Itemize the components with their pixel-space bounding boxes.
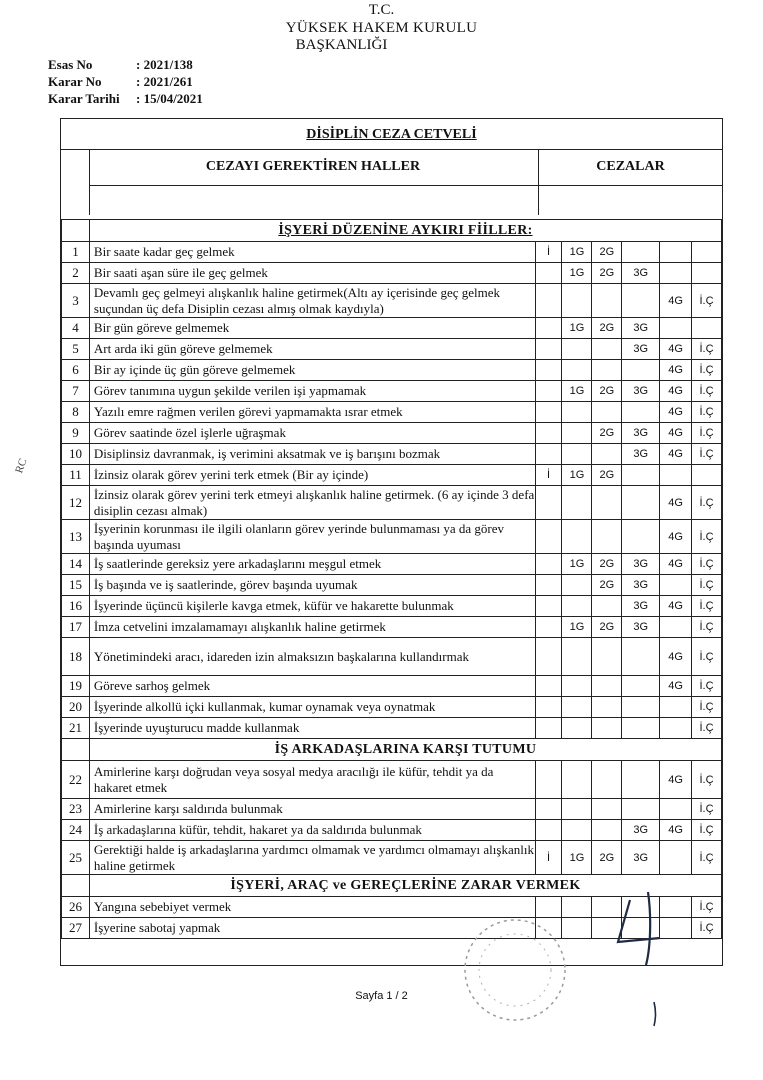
penalty-cell — [622, 465, 660, 486]
penalty-cell: İ.Ç — [692, 596, 722, 617]
offense-description: İşyerine sabotaj yapmak — [89, 918, 535, 939]
penalty-row — [62, 242, 722, 263]
row-number: 22 — [62, 761, 90, 799]
penalty-cell — [660, 318, 692, 339]
penalty-cell: 1G — [562, 263, 592, 284]
penalty-row — [62, 284, 722, 318]
penalty-cell — [622, 520, 660, 554]
penalty-cell: 1G — [562, 465, 592, 486]
penalty-cell: İ.Ç — [692, 284, 722, 318]
penalty-row — [62, 554, 722, 575]
penalty-cell: 4G — [660, 820, 692, 841]
offense-description: İzinsiz olarak görev yerini terk etmeyi alışkanlık haline getirmek. (6 ay içinde 3 defa disiplin cezası almak) — [89, 486, 535, 520]
header-tc: T.C. — [368, 2, 395, 18]
sheet-title: DİSİPLİN CEZA CETVELİ — [306, 127, 477, 142]
penalty-cell — [535, 423, 562, 444]
margin-note: RC — [13, 457, 30, 475]
penalty-cell — [535, 263, 562, 284]
offense-description: Art arda iki gün göreve gelmemek — [89, 339, 535, 360]
penalty-cell — [562, 761, 592, 799]
stamp-mark — [455, 910, 575, 1030]
penalty-cell: 2G — [592, 318, 622, 339]
penalty-cell: 3G — [622, 423, 660, 444]
penalty-cell: İ.Ç — [692, 423, 722, 444]
penalty-cell — [622, 697, 660, 718]
penalty-row — [62, 444, 722, 465]
penalty-cell — [660, 718, 692, 739]
penalty-row — [62, 799, 722, 820]
penalty-cell — [535, 575, 562, 596]
offense-description: İşyerinin korunması ile ilgili olanların görev yerinde bulunmaması ya da görev başında uyuması — [89, 520, 535, 554]
penalty-cell — [535, 799, 562, 820]
offense-description: İzinsiz olarak görev yerini terk etmek (Bir ay içinde) — [89, 465, 535, 486]
row-number: 13 — [62, 520, 90, 554]
row-number: 19 — [62, 676, 90, 697]
penalty-cell — [535, 617, 562, 638]
offense-description: İmza cetvelini imzalamamayı alışkanlık haline getirmek — [89, 617, 535, 638]
penalty-cell — [592, 638, 622, 676]
penalty-row — [62, 381, 722, 402]
penalty-cell: İ — [535, 465, 562, 486]
penalty-cell — [660, 617, 692, 638]
penalty-cell: İ.Ç — [692, 761, 722, 799]
penalty-cell: İ.Ç — [692, 718, 722, 739]
penalty-cell — [622, 242, 660, 263]
penalty-cell — [535, 820, 562, 841]
offense-description: Görev tanımına uygun şekilde verilen işi yapmamak — [89, 381, 535, 402]
penalty-cell: İ.Ç — [692, 520, 722, 554]
penalty-cell: İ.Ç — [692, 360, 722, 381]
penalty-cell: 2G — [592, 465, 622, 486]
penalty-cell — [660, 575, 692, 596]
row-number: 25 — [62, 841, 90, 875]
row-number: 9 — [62, 423, 90, 444]
penalty-cell: 4G — [660, 596, 692, 617]
penalty-cell — [562, 799, 592, 820]
meta-karar-tarihi: Karar Tarihi : 15/04/2021 — [48, 91, 203, 106]
penalty-cell: 3G — [622, 339, 660, 360]
penalty-row — [62, 465, 722, 486]
penalty-cell — [562, 360, 592, 381]
penalty-cell: 2G — [592, 423, 622, 444]
penalty-row — [62, 423, 722, 444]
row-number: 11 — [62, 465, 90, 486]
penalty-cell — [660, 799, 692, 820]
penalty-cell: 3G — [622, 820, 660, 841]
penalty-cell: İ.Ç — [692, 638, 722, 676]
penalty-cell — [660, 263, 692, 284]
penalty-cell: 4G — [660, 360, 692, 381]
penalty-cell: 1G — [562, 318, 592, 339]
penalty-cell — [692, 242, 722, 263]
row-number: 6 — [62, 360, 90, 381]
penalty-cell — [535, 520, 562, 554]
penalty-row — [62, 820, 722, 841]
penalty-cell — [622, 360, 660, 381]
penalty-cell — [535, 761, 562, 799]
row-number: 7 — [62, 381, 90, 402]
penalty-cell: 3G — [622, 617, 660, 638]
penalty-cell: 1G — [562, 841, 592, 875]
penalty-row — [62, 718, 722, 739]
row-number: 15 — [62, 575, 90, 596]
penalty-cell: 4G — [660, 284, 692, 318]
penalty-cell: İ.Ç — [692, 486, 722, 520]
column-header-cases: CEZAYI GEREKTİREN HALLER — [205, 159, 421, 174]
pen-stroke — [648, 1000, 660, 1028]
penalty-cell — [592, 284, 622, 318]
penalty-cell — [535, 554, 562, 575]
column-header-penalties: CEZALAR — [596, 159, 665, 174]
penalty-cell — [592, 761, 622, 799]
penalty-cell: 3G — [622, 444, 660, 465]
penalty-cell: İ.Ç — [692, 554, 722, 575]
penalty-table — [61, 219, 722, 939]
penalty-cell — [562, 423, 592, 444]
penalty-row — [62, 575, 722, 596]
penalty-cell — [622, 676, 660, 697]
penalty-cell — [535, 318, 562, 339]
penalty-row — [62, 761, 722, 799]
penalty-cell — [562, 638, 592, 676]
row-number: 14 — [62, 554, 90, 575]
penalty-cell: İ.Ç — [692, 575, 722, 596]
penalty-cell: 4G — [660, 423, 692, 444]
penalty-cell: İ.Ç — [692, 676, 722, 697]
penalty-cell: İ.Ç — [692, 918, 722, 939]
offense-description: Görev saatinde özel işlerle uğraşmak — [89, 423, 535, 444]
offense-description: İş saatlerinde gereksiz yere arkadaşlarını meşgul etmek — [89, 554, 535, 575]
offense-description: İşyerinde uyuşturucu madde kullanmak — [89, 718, 535, 739]
penalty-cell — [622, 486, 660, 520]
penalty-cell: 4G — [660, 444, 692, 465]
penalty-cell: 3G — [622, 596, 660, 617]
section-header — [62, 739, 722, 761]
signature-mark — [600, 880, 690, 970]
penalty-cell — [535, 638, 562, 676]
penalty-cell — [535, 360, 562, 381]
offense-description: İş arkadaşlarına küfür, tehdit, hakaret ya da saldırıda bulunmak — [89, 820, 535, 841]
penalty-row — [62, 360, 722, 381]
penalty-row — [62, 638, 722, 676]
offense-description: Yangına sebebiyet vermek — [89, 897, 535, 918]
offense-description: Bir gün göreve gelmemek — [89, 318, 535, 339]
penalty-cell: 4G — [660, 761, 692, 799]
row-number: 21 — [62, 718, 90, 739]
penalty-cell — [660, 841, 692, 875]
penalty-cell: 3G — [622, 554, 660, 575]
row-number: 8 — [62, 402, 90, 423]
penalty-row — [62, 697, 722, 718]
penalty-cell: 4G — [660, 554, 692, 575]
offense-description: Yönetimindeki aracı, idareden izin almaksızın başkalarına kullandırmak — [89, 638, 535, 676]
penalty-row — [62, 339, 722, 360]
penalty-row — [62, 676, 722, 697]
penalty-cell — [692, 318, 722, 339]
penalty-cell: 2G — [592, 617, 622, 638]
penalty-cell: 4G — [660, 638, 692, 676]
offense-description: İş başında ve iş saatlerinde, görev başında uyumak — [89, 575, 535, 596]
meta-esas: Esas No : 2021/138 — [48, 57, 193, 72]
penalty-cell — [660, 697, 692, 718]
penalty-cell — [660, 465, 692, 486]
offense-description: Amirlerine karşı doğrudan veya sosyal medya aracılığı ile küfür, tehdit ya da hakaret etmek — [89, 761, 535, 799]
penalty-cell — [622, 718, 660, 739]
offense-description: İşyerinde alkollü içki kullanmak, kumar oynamak veya oynatmak — [89, 697, 535, 718]
penalty-row — [62, 841, 722, 875]
penalty-cell — [562, 444, 592, 465]
penalty-cell — [535, 339, 562, 360]
penalty-cell — [592, 676, 622, 697]
page-number: Sayfa 1 / 2 — [355, 990, 408, 1002]
penalty-cell — [562, 486, 592, 520]
penalty-cell: İ.Ç — [692, 697, 722, 718]
penalty-cell — [592, 820, 622, 841]
penalty-cell — [535, 486, 562, 520]
penalty-cell: 4G — [660, 486, 692, 520]
penalty-cell — [535, 596, 562, 617]
penalty-cell: 2G — [592, 575, 622, 596]
row-number: 10 — [62, 444, 90, 465]
offense-description: Amirlerine karşı saldırıda bulunmak — [89, 799, 535, 820]
penalty-cell — [592, 486, 622, 520]
penalty-cell: 2G — [592, 242, 622, 263]
penalty-cell: 2G — [592, 381, 622, 402]
penalty-cell — [592, 520, 622, 554]
offense-description: Gerektiği halde iş arkadaşlarına yardımcı olmamak ve yardımcı olmamayı alışkanlık haline getirmek — [89, 841, 535, 875]
penalty-cell: 1G — [562, 554, 592, 575]
penalty-cell — [535, 676, 562, 697]
penalty-cell: 4G — [660, 520, 692, 554]
row-number: 27 — [62, 918, 90, 939]
penalty-cell — [592, 360, 622, 381]
penalty-cell: 4G — [660, 339, 692, 360]
meta-karar: Karar No : 2021/261 — [48, 74, 193, 89]
header-institution: YÜKSEK HAKEM KURULU — [285, 20, 478, 36]
penalty-sheet — [60, 118, 723, 966]
offense-description: Disiplinsiz davranmak, iş verimini aksatmak ve iş barışını bozmak — [89, 444, 535, 465]
row-number: 3 — [62, 284, 90, 318]
penalty-cell — [660, 242, 692, 263]
penalty-cell: İ.Ç — [692, 841, 722, 875]
row-number: 18 — [62, 638, 90, 676]
offense-description: İşyerinde üçüncü kişilerle kavga etmek, küfür ve hakarette bulunmak — [89, 596, 535, 617]
penalty-cell: 2G — [592, 841, 622, 875]
penalty-cell: İ — [535, 242, 562, 263]
penalty-cell — [692, 263, 722, 284]
row-number: 20 — [62, 697, 90, 718]
penalty-cell — [535, 697, 562, 718]
penalty-cell — [535, 718, 562, 739]
row-number: 2 — [62, 263, 90, 284]
row-number: 1 — [62, 242, 90, 263]
section-title: İŞYERİ, ARAÇ ve GEREÇLERİNE ZARAR VERMEK — [89, 875, 721, 897]
row-number: 23 — [62, 799, 90, 820]
penalty-cell — [622, 402, 660, 423]
offense-description: Devamlı geç gelmeyi alışkanlık haline getirmek(Altı ay içerisinde geç gelmek suçundan üç defa Disiplin cezası almış olmak kaydıyla) — [89, 284, 535, 318]
penalty-cell — [592, 718, 622, 739]
penalty-cell: 4G — [660, 381, 692, 402]
penalty-cell — [562, 596, 592, 617]
penalty-cell — [592, 339, 622, 360]
offense-description: Bir saate kadar geç gelmek — [89, 242, 535, 263]
penalty-cell: 4G — [660, 676, 692, 697]
penalty-cell — [592, 799, 622, 820]
offense-description: Göreve sarhoş gelmek — [89, 676, 535, 697]
penalty-cell — [535, 381, 562, 402]
penalty-cell: İ.Ç — [692, 444, 722, 465]
penalty-cell — [562, 718, 592, 739]
penalty-cell: 2G — [592, 554, 622, 575]
offense-description: Bir ay içinde üç gün göreve gelmemek — [89, 360, 535, 381]
penalty-cell: 4G — [660, 402, 692, 423]
penalty-cell: İ.Ç — [692, 339, 722, 360]
penalty-cell: 3G — [622, 575, 660, 596]
penalty-cell: 3G — [622, 318, 660, 339]
penalty-cell — [535, 402, 562, 423]
offense-description: Yazılı emre rağmen verilen görevi yapmamakta ısrar etmek — [89, 402, 535, 423]
penalty-cell: İ.Ç — [692, 381, 722, 402]
header-presidency: BAŞKANLIĞI — [295, 37, 388, 53]
row-number: 24 — [62, 820, 90, 841]
penalty-cell — [592, 697, 622, 718]
penalty-row — [62, 486, 722, 520]
section-title: İŞYERİ DÜZENİNE AYKIRI FİİLLER: — [89, 220, 721, 242]
row-number: 4 — [62, 318, 90, 339]
penalty-cell: 2G — [592, 263, 622, 284]
penalty-cell — [562, 402, 592, 423]
penalty-cell — [622, 638, 660, 676]
penalty-cell — [562, 339, 592, 360]
penalty-cell — [622, 284, 660, 318]
penalty-cell — [622, 761, 660, 799]
penalty-cell — [592, 444, 622, 465]
penalty-cell — [592, 596, 622, 617]
penalty-row — [62, 617, 722, 638]
penalty-cell: İ — [535, 841, 562, 875]
penalty-cell — [562, 820, 592, 841]
penalty-row — [62, 520, 722, 554]
penalty-cell: 1G — [562, 381, 592, 402]
offense-description: Bir saati aşan süre ile geç gelmek — [89, 263, 535, 284]
penalty-cell — [622, 799, 660, 820]
row-number: 26 — [62, 897, 90, 918]
penalty-cell: 1G — [562, 617, 592, 638]
case-meta — [48, 56, 203, 107]
penalty-cell: İ.Ç — [692, 799, 722, 820]
penalty-cell — [592, 402, 622, 423]
penalty-cell — [535, 444, 562, 465]
penalty-cell: İ.Ç — [692, 402, 722, 423]
section-title: İŞ ARKADAŞLARINA KARŞI TUTUMU — [89, 739, 721, 761]
penalty-cell: 1G — [562, 242, 592, 263]
row-number: 12 — [62, 486, 90, 520]
penalty-cell: 3G — [622, 841, 660, 875]
penalty-cell — [692, 465, 722, 486]
penalty-cell — [562, 575, 592, 596]
penalty-cell: 3G — [622, 381, 660, 402]
penalty-cell: İ.Ç — [692, 820, 722, 841]
penalty-cell — [562, 697, 592, 718]
penalty-row — [62, 402, 722, 423]
penalty-cell: İ.Ç — [692, 897, 722, 918]
penalty-cell — [562, 520, 592, 554]
row-number: 5 — [62, 339, 90, 360]
penalty-cell — [562, 676, 592, 697]
penalty-row — [62, 263, 722, 284]
penalty-cell — [562, 284, 592, 318]
penalty-row — [62, 318, 722, 339]
penalty-cell — [535, 284, 562, 318]
penalty-row — [62, 596, 722, 617]
penalty-cell: 3G — [622, 263, 660, 284]
section-header — [62, 220, 722, 242]
penalty-cell: İ.Ç — [692, 617, 722, 638]
row-number: 16 — [62, 596, 90, 617]
row-number: 17 — [62, 617, 90, 638]
